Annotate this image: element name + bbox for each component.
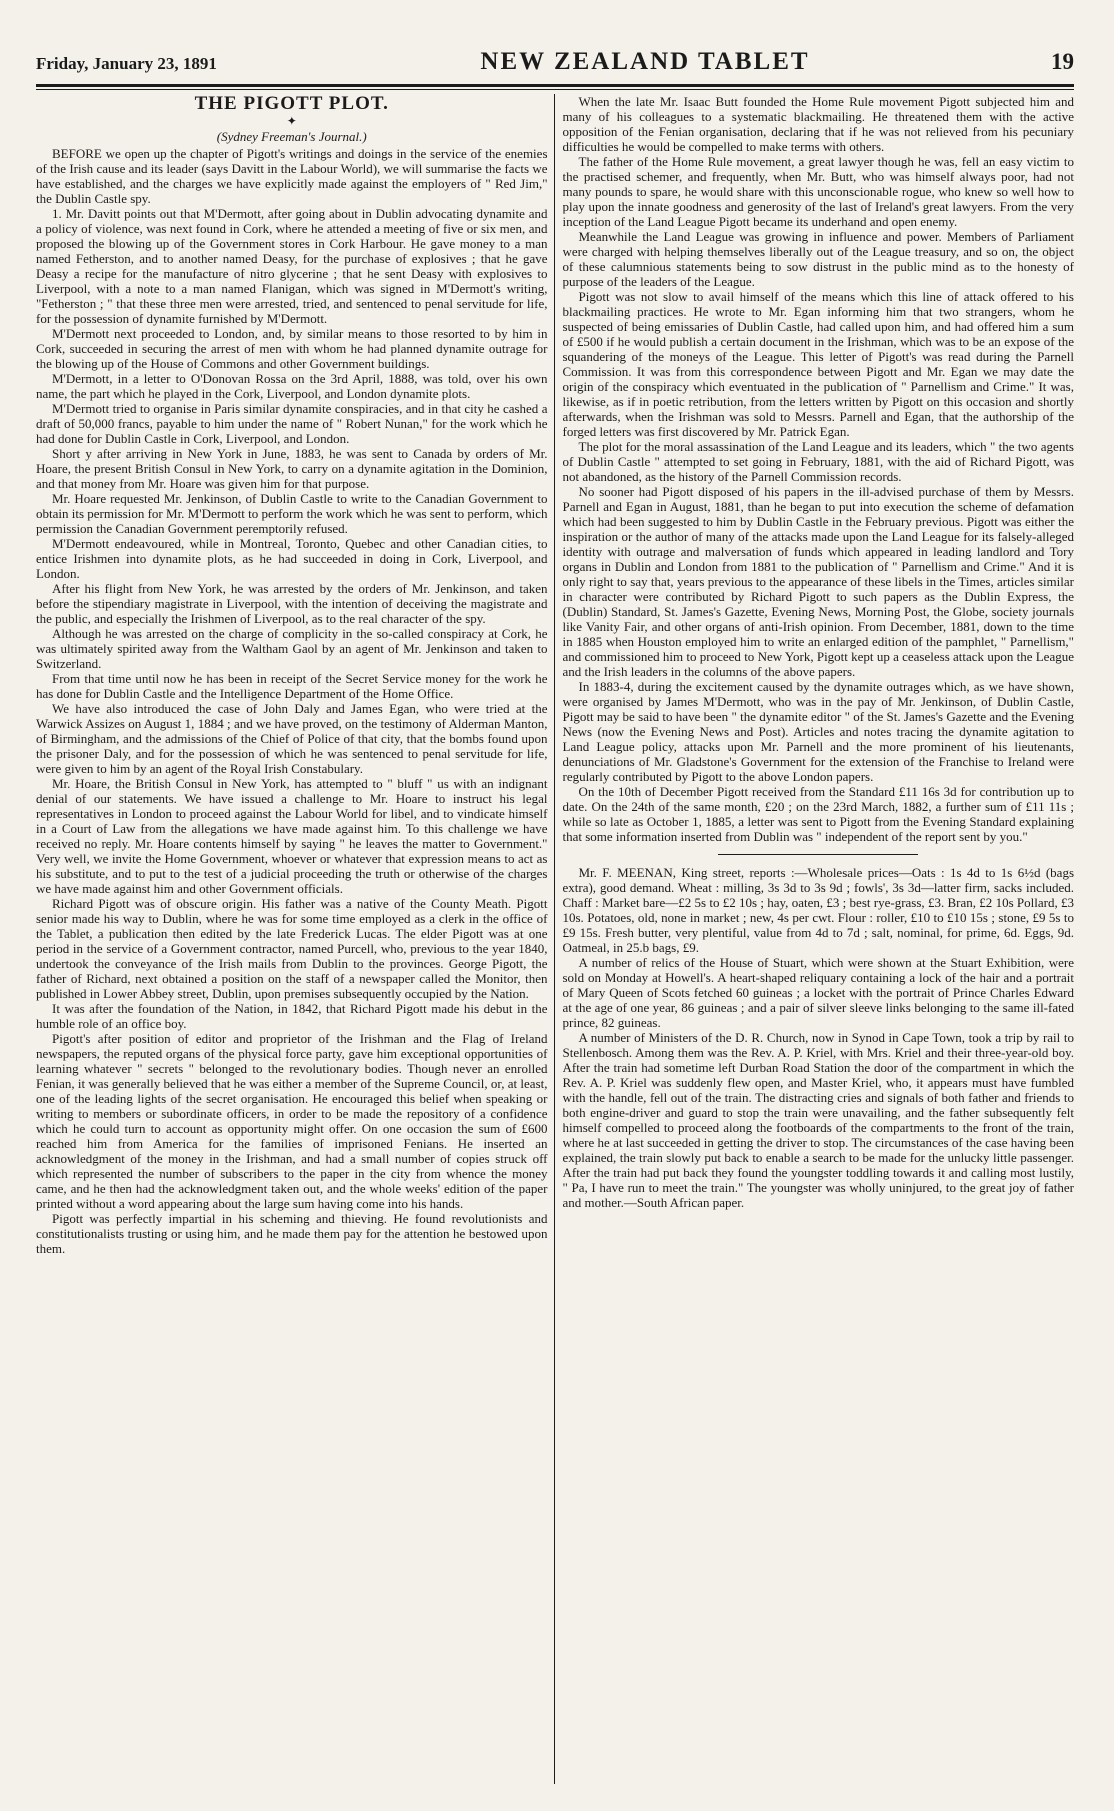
newspaper-title: NEW ZEALAND TABLET	[480, 48, 810, 75]
masthead-rule-thin	[36, 89, 1074, 90]
columns	[36, 94, 1074, 1784]
masthead-rule	[36, 84, 1074, 87]
article-paragraph: When the late Mr. Isaac Butt founded the Home Rule movement Pigott subjected him and many of his colleagues to a systematic blackmailing. He threatened them with the active opposition of the Fenian organisation, declaring that if he was not relieved from his pecuniary difficulties he would be compelled to make terms with others.	[562, 94, 1074, 154]
article-paragraph: It was after the foundation of the Nation, in 1842, that Richard Pigott made his debut in the humble role of an office boy.	[36, 1001, 548, 1031]
article-paragraph: Mr. Hoare, the British Consul in New York, has attempted to " bluff " us with an indignant denial of our statements. We have issued a challenge to Mr. Hoare to instruct his legal representatives in London to proceed against the Labour World for libel, and to vindicate himself in a Court of Law from the allegations we have made against him. To this challenge we have received no reply. Mr. Hoare contents himself by saying " he leaves the matter to Government." Very well, we invite the Home Government, whoever or whatever that expression means to act as his substitute, and to put to the test of a judicial proceeding the truth or otherwise of the charges we have made against him and other Government officials.	[36, 776, 548, 896]
article-paragraph: After his flight from New York, he was arrested by the orders of Mr. Jenkinson, and taken before the stipendiary magistrate in Liverpool, with the intention of deceiving the magistrate and the public, and especially the Irishmen of Liverpool, as to the real character of the spy.	[36, 581, 548, 626]
article-paragraph: In 1883-4, during the excitement caused by the dynamite outrages which, as we have shown, were organised by James M'Dermott, who was in the pay of Mr. Jenkinson, of Dublin Castle, Pigott may be said to have been " the dynamite editor " of the St. James's Gazette and the Evening News (now the Evening News and Post). Articles and notes tracing the dynamite agitation to Land League policy, attacks upon Mr. Parnell and the more prominent of his lieutenants, denunciations of Mr. Gladstone's Government for the extension of the Franchise to Ireland were regularly contributed by Pigott to the above London papers.	[562, 679, 1074, 784]
article-paragraph: Pigott's after position of editor and proprietor of the Irishman and the Flag of Ireland newspapers, the reputed organs of the physical force party, gave him exceptional opportunities of learning whatever " secrets " belonged to the revolutionary bodies. Though never an enrolled Fenian, it was generally believed that he was either a member of the Supreme Council, or, at least, one of the leading lights of the secret organisation. He encouraged this belief when speaking or writing to members or subordinate officers, in order to be made the repository of a confidence which he could turn to account as opportunity might offer. On one occasion the sum of £600 reached him from America for the families of imprisoned Fenians. He inserted an acknowledgment of the money in the Irishman, and had a small number of copies struck off which represented the number of subscribers to the paper in the city from whence the money came, and he then had the acknowledgment taken out, and the whole weeks' edition of the paper printed without a word appearing about the large sum having come into his hands.	[36, 1031, 548, 1211]
article-paragraph: M'Dermott endeavoured, while in Montreal, Toronto, Quebec and other Canadian cities, to entice Irishmen into dynamite plots, as he had succeeded in doing in Cork, Liverpool, and London.	[36, 536, 548, 581]
article-headline: THE PIGOTT PLOT.	[194, 94, 389, 114]
article-paragraph: Although he was arrested on the charge of complicity in the so-called conspiracy at Cork, he was ultimately spirited away from the Waltham Gaol by an agent of Mr. Jenkinson and taken to Switzerland.	[36, 626, 548, 671]
news-paragraph: A number of relics of the House of Stuart, which were shown at the Stuart Exhibition, were sold on Monday at Howell's. A heart-shaped reliquary containing a lock of the hair and a portrait of Mary Queen of Scots fetched 60 guineas ; a locket with the portrait of Prince Charles Edward at the age of one year, 86 guineas ; and a pair of silver sleeve links belonging to the same ill-fated prince, 82 guineas.	[562, 955, 1074, 1030]
left-article-body	[36, 146, 548, 1256]
news-items	[563, 865, 1075, 1210]
article-paragraph: 1. Mr. Davitt points out that M'Dermott, after going about in Dublin advocating dynamite and a policy of violence, was next found in Cork, where he attended a meeting of five or six men, and proposed the blowing up of the Government stores in Cork Harbour. He gave money to a man named Fetherston, and to another named Deasy, for the purchase of explosives ; that he gave Deasy a recipe for the manufacture of nitro glycerine ; that he sent Deasy with explosives to Liverpool, with a note to a man named Flanigan, which was signed in M'Dermott's writing, "Fetherston ; " that these three men were arrested, tried, and sentenced to penal servitude for life, for the possession of dynamite furnished by M'Dermott.	[36, 206, 548, 326]
article-paragraph: On the 10th of December Pigott received from the Standard £11 16s 3d for contribution up to date. On the 24th of the same month, £20 ; on the 23rd March, 1882, a further sum of £11 11s ; while so late as October 1, 1885, a letter was sent to Pigott from the Evening Standard explaining that some information inserted from Dublin was " independent of the report sent by you."	[562, 784, 1074, 844]
article-paragraph: We have also introduced the case of John Daly and James Egan, who were tried at the Warwick Assizes on August 1, 1884 ; and we have proved, on the testimony of Alderman Manton, of Birmingham, and the admissions of the Chief of Police of that city, that the bombs found upon the prisoner Daly, and for the possession of which he was sentenced to penal servitude for life, were given to him by an agent of the Royal Irish Constabulary.	[36, 701, 548, 776]
article-paragraph: The plot for the moral assassination of the Land League and its leaders, which " the two agents of Dublin Castle " attempted to set going in February, 1881, with the aid of Richard Pigott, was not abandoned, as the history of the Parnell Commission records.	[562, 439, 1074, 484]
news-paragraph: A number of Ministers of the D. R. Church, now in Synod in Cape Town, took a trip by rail to Stellenbosch. Among them was the Rev. A. P. Kriel, with Mrs. Kriel and their three-year-old boy. After the train had sometime left Durban Road Station the door of the compartment in which the Rev. A. P. Kriel was suddenly flew open, and Master Kriel, who, it appears must have fumbled with the handle, fell out of the train. The distracting cries and signals of both father and friends to both engine-driver and guard to stop the train were unavailing, and the father subsequently felt himself compelled to proceed along the footboards of the compartments to the front of the train, where he at last succeeded in getting the driver to stop. The circumstances of the case having been explained, the train slowly put back to enable a search to be made for the unlucky little passenger. After the train had put back they found the youngster toddling towards it and calling most lustily, " Pa, I have run to meet the train." The youngster was wholly uninjured, to the great joy of father and mother.—South African paper.	[562, 1030, 1074, 1210]
article-paragraph: M'Dermott, in a letter to O'Donovan Rossa on the 3rd April, 1888, was told, over his own name, the part which he played in the Cork, Liverpool, and London dynamite plots.	[36, 371, 548, 401]
article-paragraph: Pigott was perfectly impartial in his scheming and thieving. He found revolutionists and constitutionalists trusting or using him, and he made them pay for the attention he bestowed upon them.	[36, 1211, 548, 1256]
article-paragraph: M'Dermott next proceeded to London, and, by similar means to those resorted to by him in Cork, succeeded in securing the arrest of men with whom he had planned dynamite outrage for the blowing up of the House of Commons and other Government buildings.	[36, 326, 548, 371]
section-separator	[718, 854, 918, 855]
article-paragraph: From that time until now he has been in receipt of the Secret Service money for the work he has done for Dublin Castle and the Intelligence Department of the Home Office.	[36, 671, 548, 701]
article-paragraph: The father of the Home Rule movement, a great lawyer though he was, fell an easy victim to the practised schemer, and frequently, when Mr. Butt, who was himself always poor, had not many pounds to spare, he would share with this unconscionable rogue, who knew so well how to play upon the innate goodness and generosity of the last of Ireland's great lawyers. From the very inception of the Land League Pigott became its underhand and open enemy.	[562, 154, 1074, 229]
news-paragraph: Mr. F. MEENAN, King street, reports :—Wholesale prices—Oats : 1s 4d to 1s 6½d (bags extra), good demand. Wheat : milling, 3s 3d to 3s 9d ; fowls', 3s 3d—latter firm, sacks included. Chaff : Market bare—£2 5s to £2 10s ; hay, oaten, £3 ; best rye-grass, £3. Bran, £2 10s Pollard, £3 10s. Potatoes, old, none in market ; new, 4s per cwt. Flour : roller, £10 to £10 15s ; stone, £9 5s to £9 15s. Fresh butter, very plentiful, value from 4d to 7d ; salt, nominal, for prime, 6d. Eggs, 9d. Oatmeal, in 25.b bags, £9.	[562, 865, 1074, 955]
headline-ornament: ✦	[286, 114, 297, 128]
article-paragraph: Richard Pigott was of obscure origin. His father was a native of the County Meath. Pigott senior made his way to Dublin, where he was for some time employed as a clerk in the office of the Tablet, a publication then edited by the late Frederick Lucas. The elder Pigott was at one period in the service of a Government contractor, named Purcell, who, previous to the year 1840, undertook the conveyance of the Irish mails from Dublin to the provinces. George Pigott, the father of Richard, next obtained a position on the staff of a newspaper called the Monitor, then published in Lower Abbey street, Dublin, upon premises subsequently occupied by the Nation.	[36, 896, 548, 1001]
right-column	[563, 94, 1075, 1784]
article-paragraph: BEFORE we open up the chapter of Pigott's writings and doings in the service of the enemies of the Irish cause and its leader (says Davitt in the Labour World), we will summarise the facts we have established, and the charges we have explicitly made against the employers of " Red Jim," the Dublin Castle spy.	[36, 146, 548, 206]
page-number: 19	[1051, 49, 1074, 74]
masthead	[36, 48, 1074, 78]
article-paragraph: Mr. Hoare requested Mr. Jenkinson, of Dublin Castle to write to the Canadian Government to obtain its permission for Mr. M'Dermott to perform the work which he was sent to perform, which permission the Canadian Government peremptorily refused.	[36, 491, 548, 536]
right-article-body	[563, 94, 1075, 844]
article-paragraph: Pigott was not slow to avail himself of the means which this line of attack offered to his blackmailing practices. He wrote to Mr. Egan informing him that two strangers, whom he suspected of being emissaries of Dublin Castle, had called upon him, and had offered him a sum of £500 if he would publish a certain document in the Irishman, which was to be an expose of the squandering of the moneys of the League. This letter of Pigott's was read during the Parnell Commission. It was from this correspondence between Pigott and Mr. Egan we may date the origin of the conspiracy which eventuated in the publication of " Parnellism and Crime." It was, likewise, as if in poetic retribution, from the letters written by Pigott on this occasion and shortly afterwards, when the Irishman was sold to Messrs. Parnell and Egan, that the authorship of the forged letters was first discovered by Mr. Patrick Egan.	[562, 289, 1074, 439]
issue-date: Friday, January 23, 1891	[36, 54, 217, 73]
article-paragraph: M'Dermott tried to organise in Paris similar dynamite conspiracies, and in that city he cashed a draft of 50,000 francs, payable to him under the name of " Robert Nunan," for the work which he had done for Dublin Castle in Cork, Liverpool, and London.	[36, 401, 548, 446]
article-paragraph: Short y after arriving in New York in June, 1883, he was sent to Canada by orders of Mr. Hoare, the present British Consul in New York, to carry on a dynamite agitation in the Dominion, and that money from Mr. Hoare was given him for that purpose.	[36, 446, 548, 491]
left-column	[36, 94, 548, 1784]
article-paragraph: No sooner had Pigott disposed of his papers in the ill-advised purchase of them by Messrs. Parnell and Egan in August, 1881, than he began to put into execution the scheme of defamation which had been suggested to him by Dublin Castle in the February previous. Pigott was either the inspiration or the author of many of the attacks made upon the Land League for its falsely-alleged identity with outrage and malversation of funds which appeared in leading landlord and Tory organs in Dublin and London from 1881 to the publication of " Parnellism and Crime." And it is only right to say that, years previous to the appearance of these libels in the Times, articles similar in character were contributed by Richard Pigott to such papers as the Dublin Express, the (Dublin) Standard, St. James's Gazette, Evening News, Morning Post, the Globe, society journals like Vanity Fair, and other organs of anti-Irish opinion. From December, 1881, down to the time in 1885 when Houston employed him to write an enlarged edition of the pamphlet, " Parnellism," and commissioned him to proceed to New York, Pigott kept up a ceaseless attack upon the League and the Irish leaders in the columns of the above papers.	[562, 484, 1074, 679]
article-source: (Sydney Freeman's Journal.)	[216, 129, 367, 144]
article-paragraph: Meanwhile the Land League was growing in influence and power. Members of Parliament were charged with helping themselves liberally out of the League treasury, and so on, the object of these calumnious statements being to sow distrust in the public mind as to the honesty of purpose of the leaders of the League.	[562, 229, 1074, 289]
column-divider	[554, 94, 555, 1784]
